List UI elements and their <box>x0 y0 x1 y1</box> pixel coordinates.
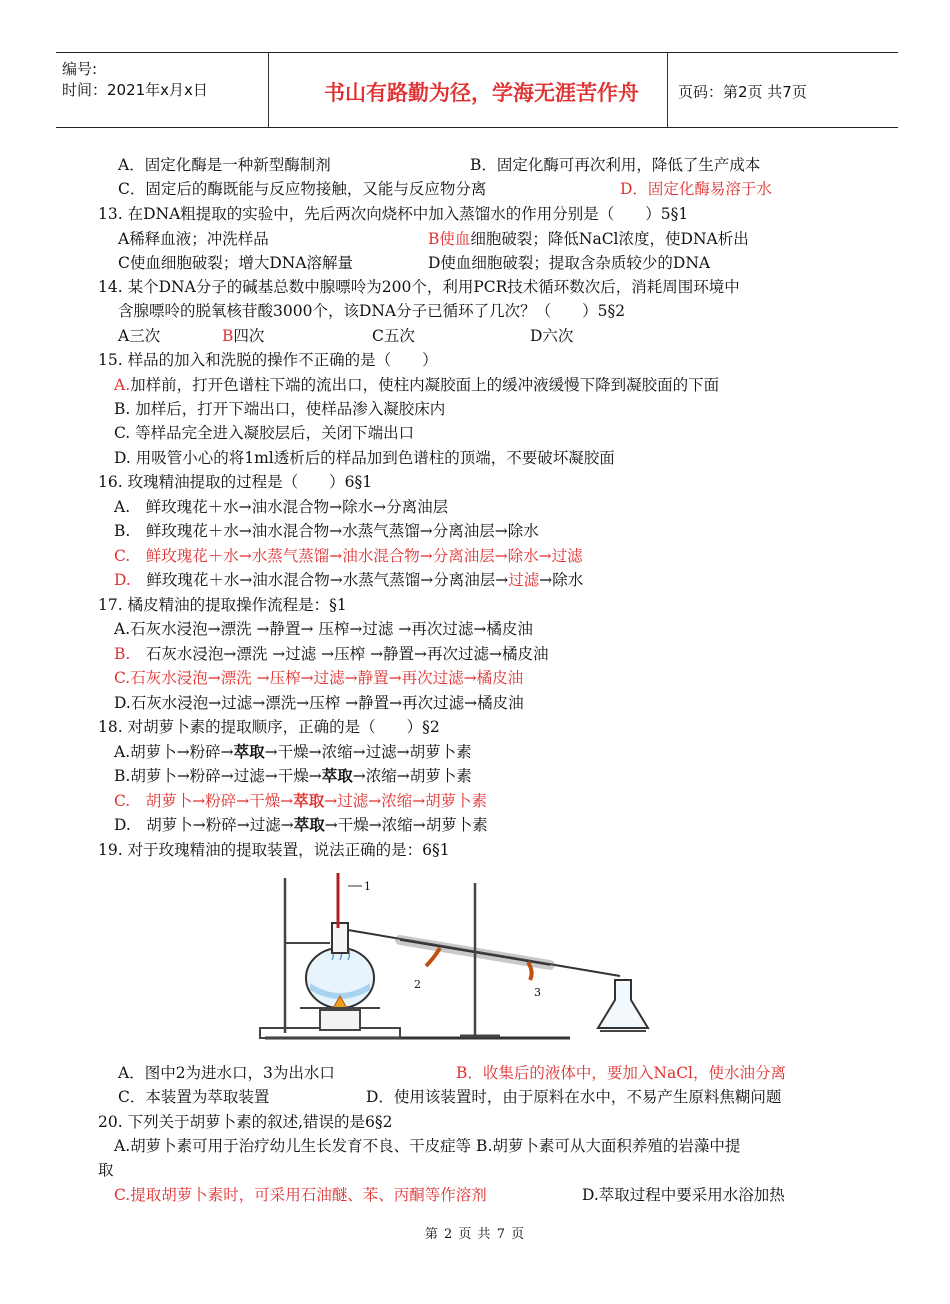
q14-option-a: A三次 <box>118 327 161 345</box>
answer-highlight: B <box>222 327 234 345</box>
q15-stem: 15. 样品的加入和洗脱的操作不正确的是（ ） <box>98 351 438 369</box>
q18-option-b-tail: →浓缩→胡萝卜素 <box>352 767 472 785</box>
q18-option-c-tail: →过滤→浓缩→胡萝卜素 <box>324 792 488 810</box>
q20-option-b-cont: 取 <box>98 1161 114 1179</box>
figure-label-1: 1 <box>364 880 371 893</box>
doc-number-label: 编号: <box>62 60 98 78</box>
q14-option-d: D六次 <box>530 327 574 345</box>
q18-option-b <box>114 765 472 787</box>
water-inlet-tube <box>426 948 440 966</box>
water-outlet-tube <box>528 962 532 980</box>
q15-option-c: C. 等样品完全进入凝胶层后，关闭下端出口 <box>114 424 415 442</box>
page-footer: 第 2 页 共 7 页 <box>424 1227 526 1242</box>
answer-highlight: B. <box>114 645 131 663</box>
keyword-bold: 萃取 <box>233 743 265 761</box>
q12-option-c: C．固定后的酶既能与反应物接触，又能与反应物分离 <box>118 180 487 198</box>
q13-option-d: D使血细胞破裂；提取含杂质较少的DNA <box>428 254 711 272</box>
figure-label-2: 2 <box>414 978 421 991</box>
q15-option-d: D. 用吸管小心的将1ml透析后的样品加到色谱柱的顶端，不要破坏凝胶面 <box>114 449 615 467</box>
q13-option-c: C使血细胞破裂；增大DNA溶解量 <box>118 254 354 272</box>
q19-option-a: A．图中2为进水口，3为出水口 <box>118 1064 335 1082</box>
doc-time-label: 时间：2021年x月x日 <box>62 81 208 99</box>
q18-option-a <box>114 741 472 763</box>
q18-option-a-tail: →干燥→浓缩→过滤→胡萝卜素 <box>264 743 472 761</box>
header-motto: 书山有路勤为径，学海无涯苦作舟 <box>324 81 639 105</box>
keyword-bold: 萃取 <box>293 792 325 810</box>
q19-stem: 19. 对于玫瑰精油的提取装置，说法正确的是：6§1 <box>98 841 450 859</box>
q20-stem: 20. 下列关于胡萝卜素的叙述,错误的是6§2 <box>98 1113 393 1131</box>
header-divider <box>667 53 668 127</box>
q16-option-d-tail: →除水 <box>539 571 584 589</box>
q14-option-b-text: 四次 <box>233 327 265 345</box>
q18-option-c-text: C. 胡萝卜→粉碎→干燥→ <box>114 792 294 810</box>
header-meta <box>62 59 208 101</box>
answer-highlight: D. <box>114 571 131 589</box>
q15-option-b: B. 加样后，打开下端出口，使样品渗入凝胶床内 <box>114 400 446 418</box>
q18-option-d-tail: →干燥→浓缩→胡萝卜素 <box>324 816 488 834</box>
q12-option-a: A．固定化酶是一种新型酶制剂 <box>118 156 331 174</box>
q16-option-d-text: 鲜玫瑰花＋水→油水混合物→水蒸气蒸馏→分离油层→ <box>130 571 509 589</box>
q18-option-a-text: A.胡萝卜→粉碎→ <box>114 743 234 761</box>
keyword-bold: 萃取 <box>321 767 353 785</box>
q16-option-b: B. 鲜玫瑰花＋水→油水混合物→水蒸气蒸馏→分离油层→除水 <box>114 522 539 540</box>
figure-label-3: 3 <box>534 986 541 999</box>
q13-option-b <box>428 228 749 250</box>
keyword-bold: 萃取 <box>293 816 325 834</box>
q16-option-c-answer: C. 鲜玫瑰花＋水→水蒸气蒸馏→油水混合物→分离油层→除水→过滤 <box>114 547 583 565</box>
q16-stem: 16. 玫瑰精油提取的过程是（ ）6§1 <box>98 473 373 491</box>
q18-option-c-answer <box>114 790 487 812</box>
answer-highlight: 过滤 <box>508 571 540 589</box>
q14-option-b <box>222 325 264 347</box>
burner <box>320 1010 360 1030</box>
q14-stem: 14. 某个DNA分子的碱基总数中腺嘌呤为200个，利用PCR技术循环数次后，消耗周围环境中 <box>98 278 740 296</box>
q13-option-a: A稀释血液；冲洗样品 <box>118 230 269 248</box>
q20-option-d: D.萃取过程中要采用水浴加热 <box>582 1186 785 1204</box>
q13-option-b-text: 细胞破裂；降低NaCl浓度，使DNA析出 <box>470 230 749 248</box>
q18-option-d <box>114 814 488 836</box>
q16-option-a: A. 鲜玫瑰花＋水→油水混合物→除水→分离油层 <box>114 498 449 516</box>
q18-option-d-text: D. 胡萝卜→粉碎→过滤→ <box>114 816 294 834</box>
q19-option-b-answer: B．收集后的液体中，要加入NaCl，使水油分离 <box>456 1064 787 1082</box>
q14-stem-cont: 含腺嘌呤的脱氧核苷酸3000个，该DNA分子已循环了几次？（ ）5§2 <box>118 302 626 320</box>
q17-option-b <box>114 643 549 665</box>
distillation-apparatus-figure <box>240 868 670 1048</box>
page-header <box>56 52 898 128</box>
answer-highlight: B使血 <box>428 230 471 248</box>
q13-stem: 13. 在DNA粗提取的实验中，先后两次向烧杯中加入蒸馏水的作用分别是（ ）5§1 <box>98 205 689 223</box>
q18-stem: 18. 对胡萝卜素的提取顺序，正确的是（ ）§2 <box>98 718 440 736</box>
q15-option-a <box>114 374 719 396</box>
q14-option-c: C五次 <box>372 327 415 345</box>
header-page-number: 页码：第2页 共7页 <box>678 83 807 101</box>
q17-stem: 17. 橘皮精油的提取操作流程是：§1 <box>98 596 347 614</box>
q20-option-a-b: A.胡萝卜素可用于治疗幼儿生长发育不良、干皮症等 B.胡萝卜素可从大面积养殖的岩藻中提 <box>114 1137 741 1155</box>
conical-flask <box>598 980 648 1028</box>
q19-option-d: D．使用该装置时，由于原料在水中，不易产生原料焦糊问题 <box>366 1088 782 1106</box>
q12-option-b: B．固定化酶可再次利用，降低了生产成本 <box>470 156 761 174</box>
q18-option-b-text: B.胡萝卜→粉碎→过滤→干燥→ <box>114 767 322 785</box>
flask-neck <box>332 923 348 953</box>
q17-option-d: D.石灰水浸泡→过滤→漂洗→压榨 →静置→再次过滤→橘皮油 <box>114 694 524 712</box>
q15-option-a-text: 加样前，打开色谱柱下端的流出口，使柱内凝胶面上的缓冲液缓慢下降到凝胶面的下面 <box>130 376 720 394</box>
q17-option-a: A.石灰水浸泡→漂洗 →静置→ 压榨→过滤 →再次过滤→橘皮油 <box>114 620 533 638</box>
q17-option-b-text: 石灰水浸泡→漂洗 →过滤 →压榨 →静置→再次过滤→橘皮油 <box>130 645 549 663</box>
q19-option-c: C．本装置为萃取装置 <box>118 1088 270 1106</box>
q17-option-c-answer: C.石灰水浸泡→漂洗 →压榨→过滤→静置→再次过滤→橘皮油 <box>114 669 524 687</box>
header-divider <box>268 53 269 127</box>
q16-option-d <box>114 569 583 591</box>
q20-option-c-answer: C.提取胡萝卜素时，可采用石油醚、苯、丙酮等作溶剂 <box>114 1186 487 1204</box>
answer-highlight: A. <box>114 376 131 394</box>
q12-option-d-answer: D．固定化酶易溶于水 <box>620 180 772 198</box>
